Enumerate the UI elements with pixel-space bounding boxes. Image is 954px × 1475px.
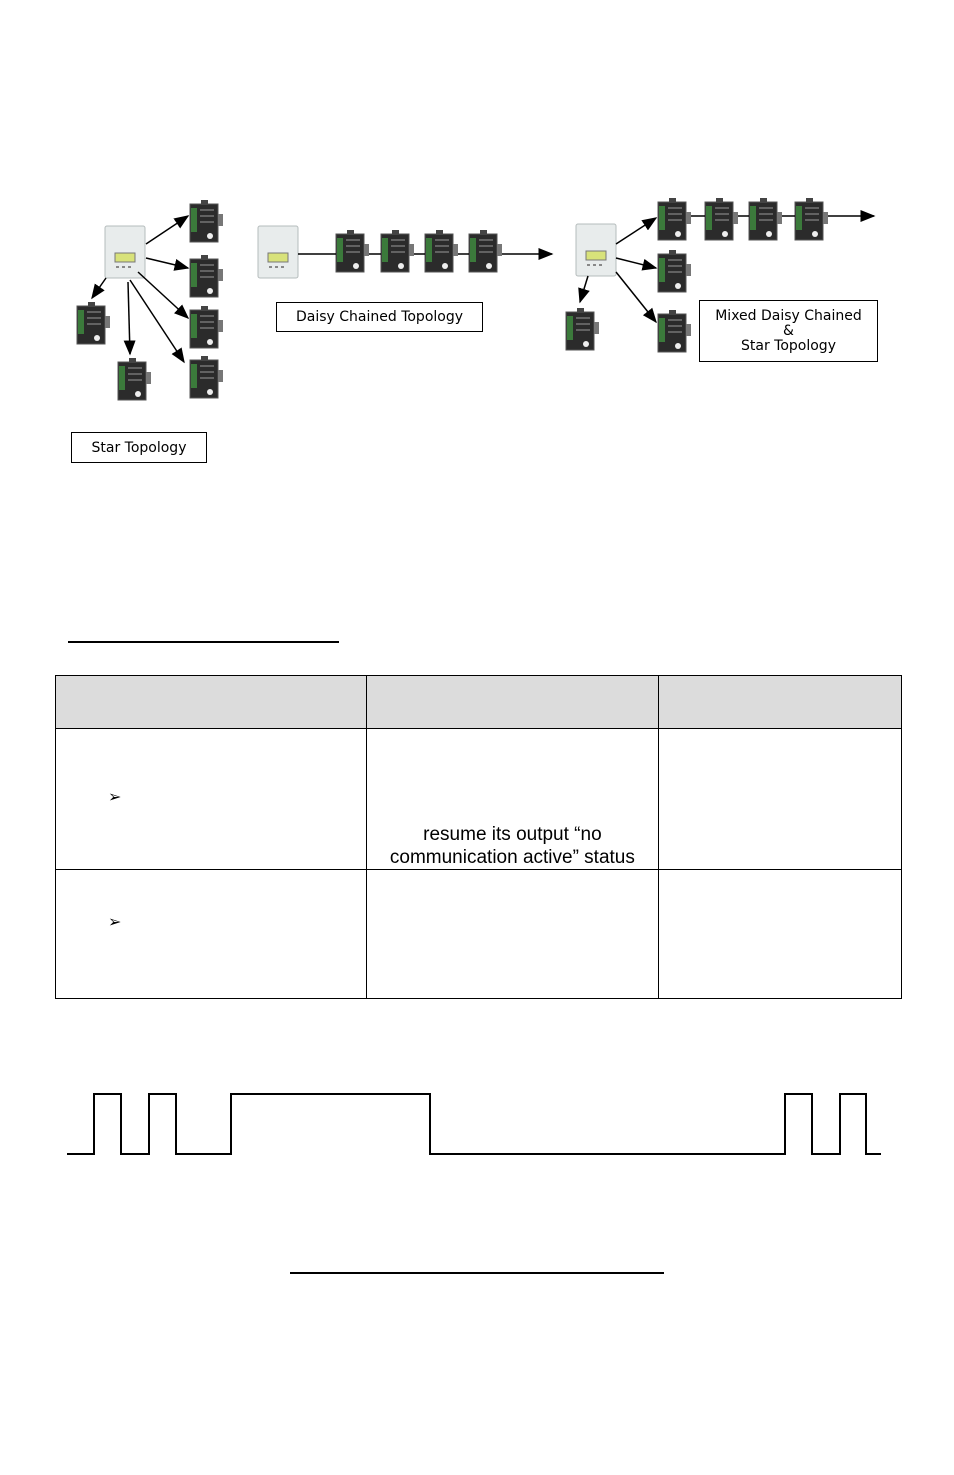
mixed-topology-label bbox=[699, 300, 878, 362]
daisy-controller bbox=[258, 226, 298, 278]
table-cell bbox=[658, 729, 901, 870]
table-header-cell bbox=[658, 676, 901, 729]
table-cell bbox=[367, 729, 658, 870]
table-header-cell bbox=[367, 676, 658, 729]
table-cell-text-line1: resume its output “no bbox=[423, 824, 602, 845]
table-cell bbox=[56, 870, 367, 999]
table-cell bbox=[56, 729, 367, 870]
star-controller bbox=[105, 226, 145, 278]
table-row bbox=[56, 870, 902, 999]
mixed-module-2 bbox=[705, 198, 738, 240]
star-module-1 bbox=[190, 200, 223, 242]
mixed-module-4 bbox=[795, 198, 828, 240]
topology-diagram bbox=[0, 0, 954, 480]
caption-underline bbox=[290, 1272, 664, 1274]
star-module-6 bbox=[118, 358, 151, 400]
table-cell bbox=[658, 870, 901, 999]
mixed-module-7 bbox=[566, 308, 599, 350]
mixed-topology-text-2: & bbox=[783, 322, 794, 339]
daisy-module-2 bbox=[381, 230, 414, 272]
star-topology-label bbox=[71, 432, 207, 463]
mixed-topology-text-1: Mixed Daisy Chained bbox=[715, 307, 862, 324]
bullet-arrow-icon: ➢ bbox=[108, 914, 122, 931]
daisy-module-1 bbox=[336, 230, 369, 272]
daisy-module-4 bbox=[469, 230, 502, 272]
daisy-module-3 bbox=[425, 230, 458, 272]
daisy-topology-label bbox=[276, 302, 483, 332]
table-row bbox=[56, 729, 902, 870]
daisy-topology-text: Daisy Chained Topology bbox=[295, 309, 464, 325]
mixed-module-5 bbox=[658, 250, 691, 292]
mixed-topology-text-3: Star Topology bbox=[741, 337, 836, 354]
star-module-3 bbox=[190, 306, 223, 348]
mixed-module-1 bbox=[658, 198, 691, 240]
mixed-module-6 bbox=[658, 310, 691, 352]
star-module-2 bbox=[190, 255, 223, 297]
star-topology-text: Star Topology bbox=[91, 439, 187, 456]
mixed-module-3 bbox=[749, 198, 782, 240]
star-module-4 bbox=[190, 356, 223, 398]
table-cell bbox=[367, 870, 658, 999]
status-table bbox=[55, 675, 902, 999]
star-module-5 bbox=[77, 302, 110, 344]
waveform-line bbox=[67, 1094, 881, 1154]
table-header-cell bbox=[56, 676, 367, 729]
table-header-row bbox=[56, 676, 902, 729]
table-cell-text-line2: communication active” status bbox=[389, 847, 635, 868]
bullet-arrow-icon: ➢ bbox=[108, 789, 122, 806]
mixed-controller bbox=[576, 224, 616, 276]
section-heading-underline bbox=[68, 641, 339, 643]
